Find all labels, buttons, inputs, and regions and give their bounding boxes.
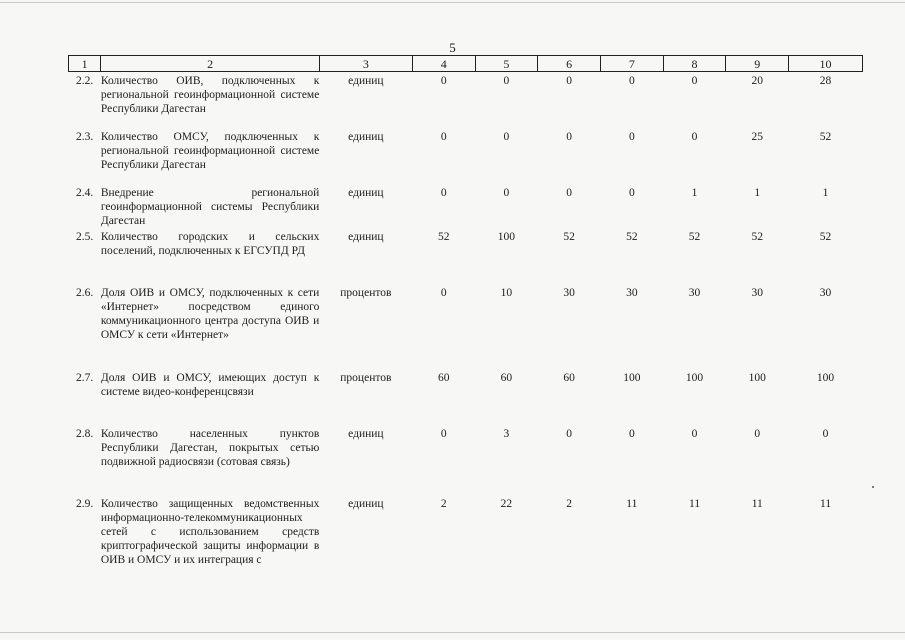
scan-edge-bottom xyxy=(0,632,905,633)
value-cell: 30 xyxy=(819,286,832,299)
indicator-name: Количество защищенных ведомственных информационно-телекоммуникационных сетей с использованием средств криптографической защиты информации в ОИВ и ОМСУ и их интеграция с xyxy=(100,497,320,566)
value-cell: 0 xyxy=(440,427,447,440)
value-cell: 25 xyxy=(751,130,763,143)
column-number-header: 7 xyxy=(600,56,663,72)
indicator-name: Доля ОИВ и ОМСУ, имеющих доступ к системе видео-конференцсвязи xyxy=(100,371,320,398)
column-number-header: 5 xyxy=(475,56,538,72)
unit-cell: единиц xyxy=(348,130,384,143)
row-number: 2.2. xyxy=(76,75,94,87)
column-number-header: 10 xyxy=(789,56,863,72)
unit-cell: единиц xyxy=(348,186,384,199)
indicators-table xyxy=(68,55,863,595)
unit-cell: единиц xyxy=(348,75,384,87)
unit-cell: единиц xyxy=(348,427,384,440)
value-cell: 3 xyxy=(503,427,510,440)
value-cell: 11 xyxy=(751,497,763,510)
table-row xyxy=(69,495,863,595)
table-row xyxy=(69,425,863,495)
value-cell: 2 xyxy=(566,497,572,510)
table-row xyxy=(69,228,863,284)
table-row xyxy=(69,284,863,369)
value-cell: 0 xyxy=(440,186,447,199)
unit-cell: единиц xyxy=(348,497,384,510)
value-cell: 0 xyxy=(822,427,829,440)
value-cell: 30 xyxy=(751,286,763,299)
value-cell: 0 xyxy=(440,130,447,143)
value-cell: 0 xyxy=(503,130,510,143)
value-cell: 11 xyxy=(820,497,832,510)
value-cell: 100 xyxy=(623,371,641,384)
value-cell: 22 xyxy=(500,497,513,510)
value-cell: 100 xyxy=(497,230,516,243)
value-cell: 1 xyxy=(822,186,829,199)
value-cell: 60 xyxy=(500,371,513,384)
row-number: 2.5. xyxy=(76,230,94,243)
value-cell: 52 xyxy=(563,230,575,243)
column-number-header: 6 xyxy=(538,56,601,72)
value-cell: 10 xyxy=(500,286,513,299)
indicator-name: Доля ОИВ и ОМСУ, подключенных к сети «Интернет» посредством единого коммуникационного центра доступа ОИВ и ОМСУ к сети «Интернет» xyxy=(100,286,320,341)
row-number: 2.7. xyxy=(76,371,94,384)
value-cell: 30 xyxy=(626,286,638,299)
table-row xyxy=(69,184,863,228)
column-number-header: 4 xyxy=(412,56,475,72)
column-number-row xyxy=(69,56,863,72)
value-cell: 52 xyxy=(751,230,763,243)
value-cell: 0 xyxy=(754,427,761,440)
scan-speck xyxy=(872,486,874,488)
value-cell: 0 xyxy=(628,427,635,440)
page-number: 5 xyxy=(449,40,456,55)
value-cell: 60 xyxy=(437,371,450,384)
value-cell: 0 xyxy=(691,427,698,440)
value-cell: 0 xyxy=(503,186,510,199)
unit-cell: процентов xyxy=(340,286,392,299)
column-number-header: 8 xyxy=(663,56,726,72)
value-cell: 0 xyxy=(566,75,572,87)
value-cell: 52 xyxy=(819,230,832,243)
value-cell: 30 xyxy=(688,286,701,299)
value-cell: 11 xyxy=(626,497,638,510)
value-cell: 30 xyxy=(563,286,575,299)
value-cell: 52 xyxy=(626,230,638,243)
value-cell: 20 xyxy=(751,75,763,87)
value-cell: 0 xyxy=(566,186,572,199)
scan-edge-top xyxy=(0,2,905,3)
value-cell: 0 xyxy=(628,186,635,199)
value-cell: 0 xyxy=(628,130,635,143)
table-row xyxy=(69,72,863,128)
row-number: 2.6. xyxy=(76,286,94,299)
indicator-name: Количество ОИВ, подключенных к региональной геоинформационной системе Республики Дагестан xyxy=(100,75,320,115)
row-number: 2.4. xyxy=(76,186,94,199)
value-cell: 100 xyxy=(816,371,835,384)
value-cell: 0 xyxy=(566,130,572,143)
column-number-header: 9 xyxy=(726,56,789,72)
value-cell: 52 xyxy=(688,230,701,243)
value-cell: 0 xyxy=(628,75,635,87)
value-cell: 52 xyxy=(437,230,450,243)
value-cell: 1 xyxy=(691,186,698,199)
table-row xyxy=(69,128,863,184)
value-cell: 0 xyxy=(440,75,447,87)
value-cell: 100 xyxy=(748,371,766,384)
row-number: 2.8. xyxy=(76,427,94,440)
value-cell: 1 xyxy=(754,186,761,199)
value-cell: 0 xyxy=(440,286,447,299)
row-number: 2.9. xyxy=(76,497,94,510)
value-cell: 100 xyxy=(685,371,704,384)
column-number-header: 2 xyxy=(101,56,319,72)
indicator-name: Количество городских и сельских поселений, подключенных к ЕГСУПД РД xyxy=(100,230,320,257)
value-cell: 0 xyxy=(691,75,698,87)
value-cell: 52 xyxy=(819,130,832,143)
row-number: 2.3. xyxy=(76,130,94,143)
column-number-header: 1 xyxy=(69,56,101,72)
value-cell: 60 xyxy=(563,371,575,384)
value-cell: 2 xyxy=(440,497,447,510)
column-number-header: 3 xyxy=(319,56,412,72)
table-row xyxy=(69,369,863,425)
value-cell: 0 xyxy=(503,75,510,87)
value-cell: 0 xyxy=(566,427,572,440)
value-cell: 28 xyxy=(819,75,832,87)
indicator-name: Внедрение региональной геоинформационной системы Республики Дагестан xyxy=(100,186,320,227)
indicator-name: Количество населенных пунктов Республики Дагестан, покрытых сетью подвижной радиосвязи (сотовая связь) xyxy=(100,427,320,468)
unit-cell: единиц xyxy=(348,230,384,243)
indicator-name: Количество ОМСУ, подключенных к региональной геоинформационной системе Республики Дагестан xyxy=(100,130,320,171)
value-cell: 0 xyxy=(691,130,698,143)
unit-cell: процентов xyxy=(340,371,392,384)
value-cell: 11 xyxy=(689,497,701,510)
